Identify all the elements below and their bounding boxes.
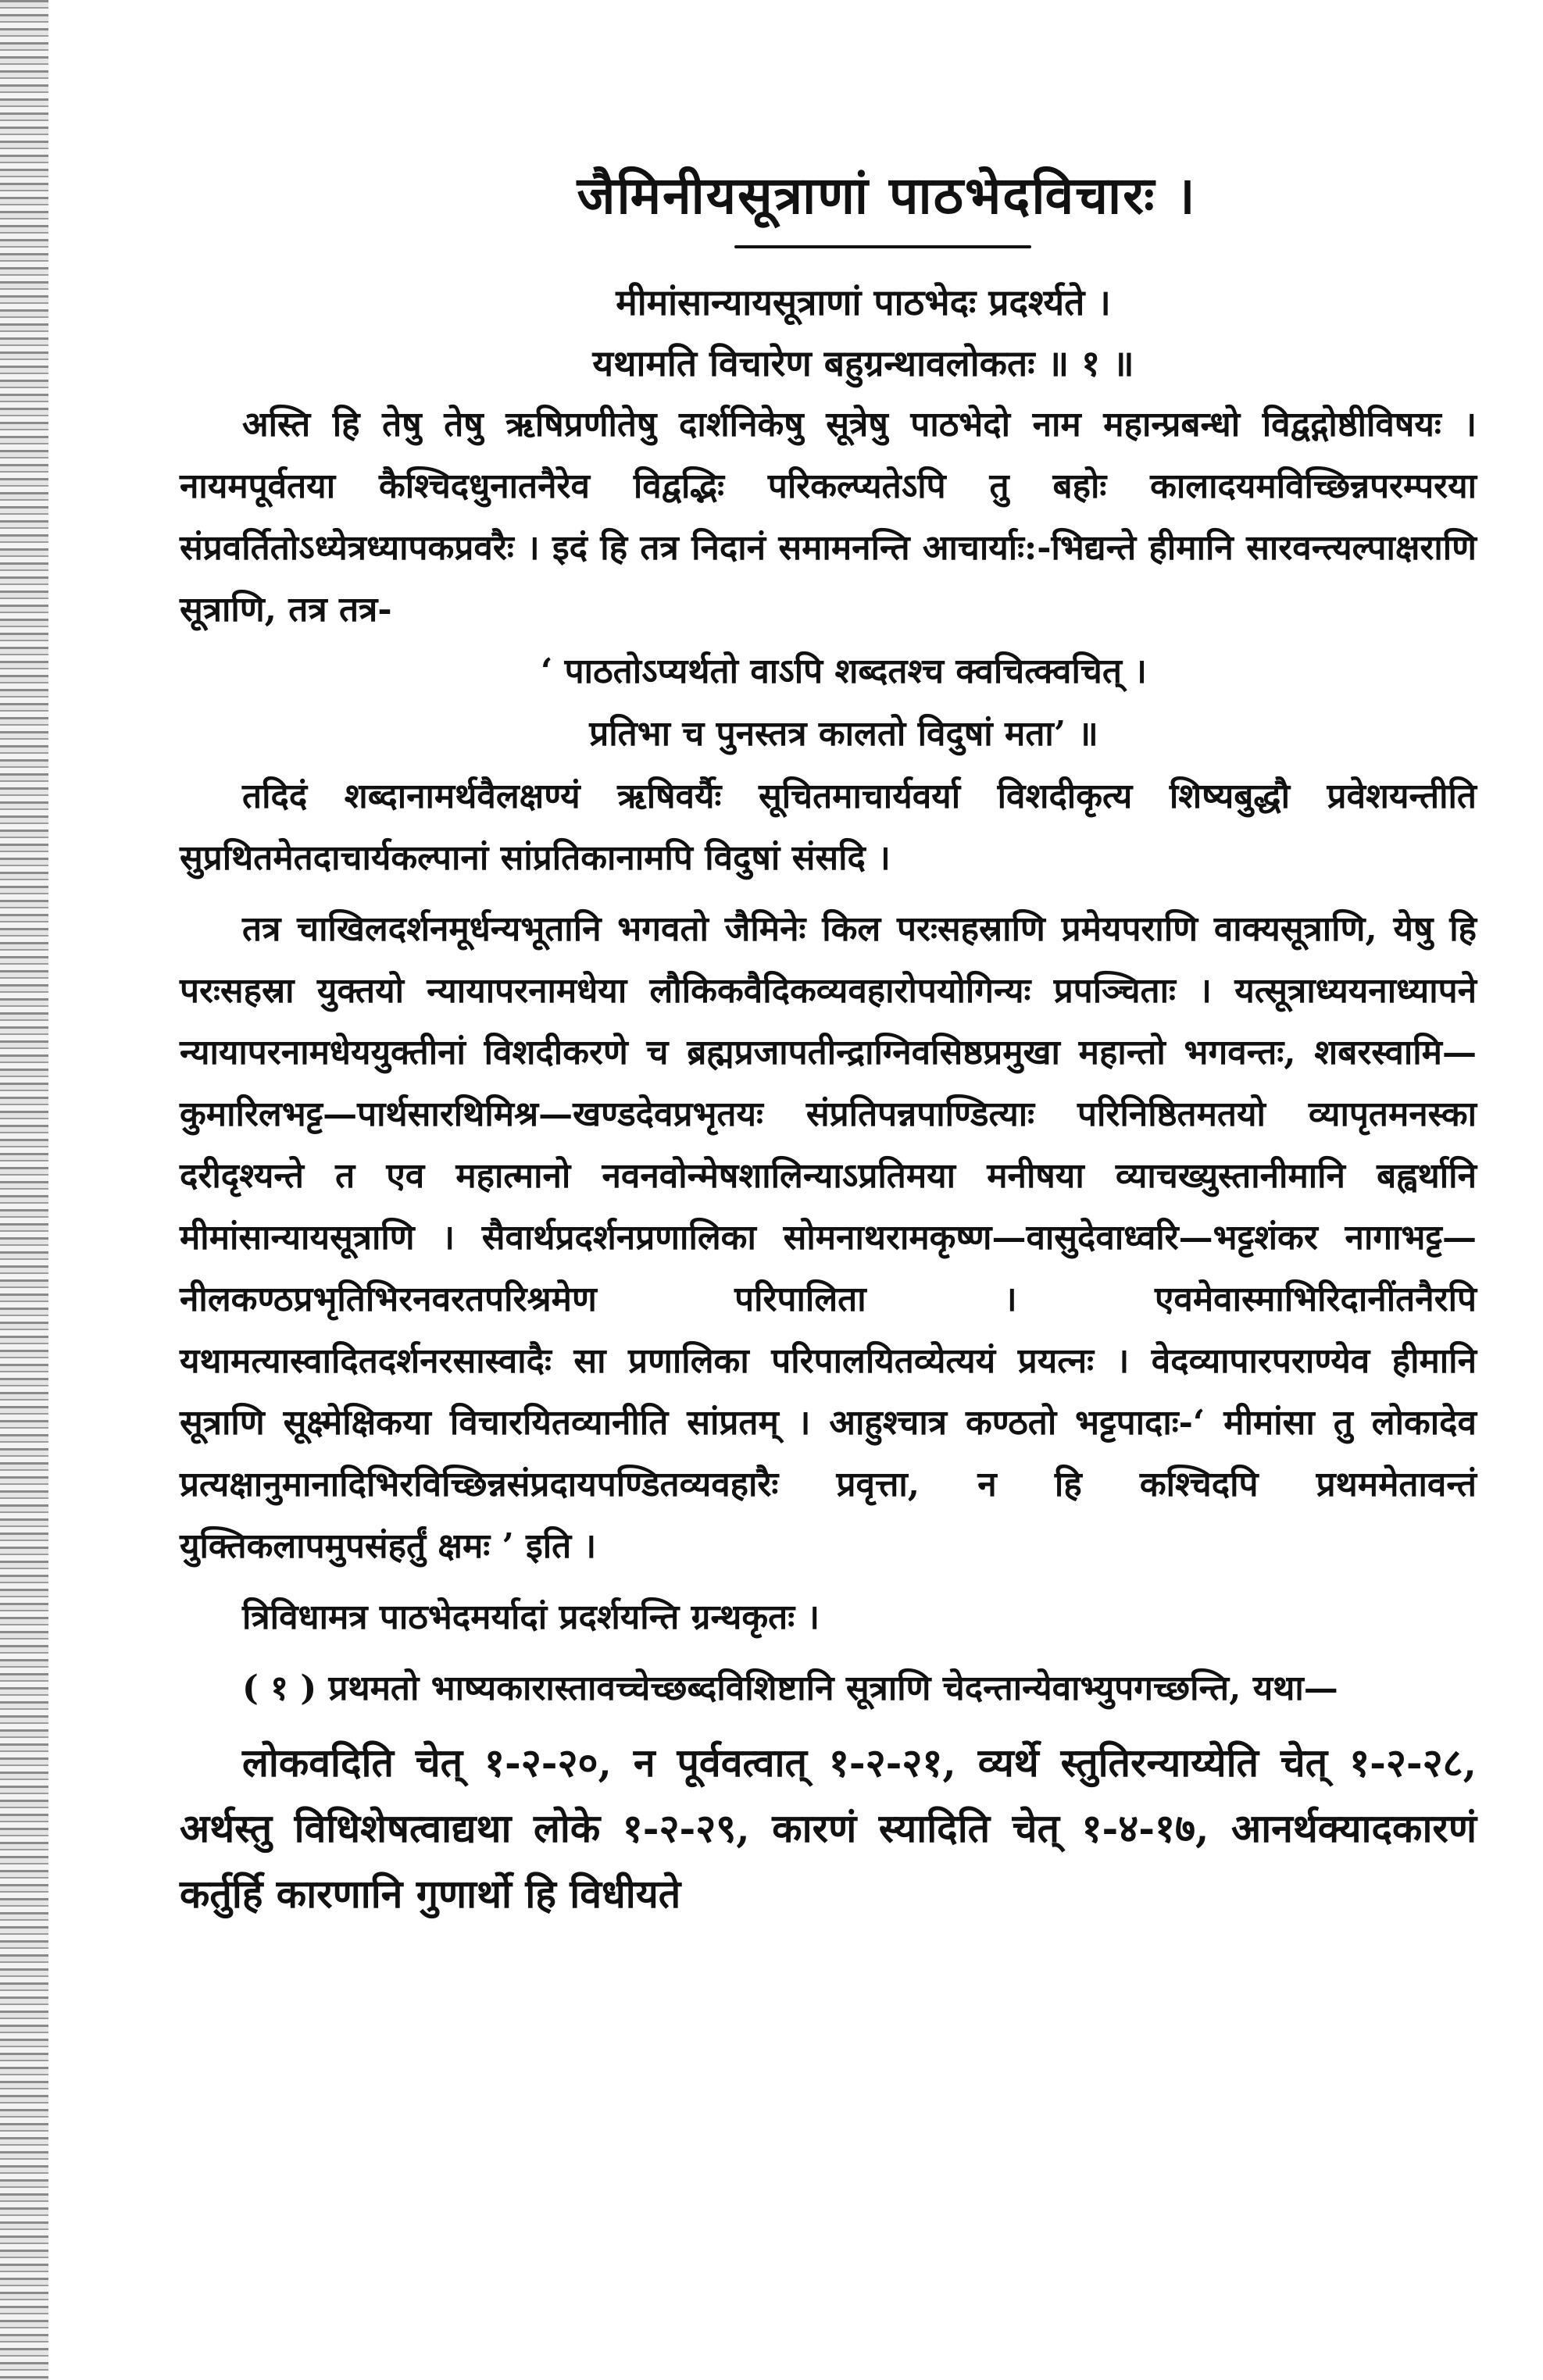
paragraph-6: लोकवदिति चेत् १-२-२०, न पूर्ववत्वात् १-२-२१, व्यर्थे स्तुतिरन्याय्येति चेत् १-२-२८, अर्थस्तु विधिशेषत्वाद्यथा लोके १-२-२९, कारणं स्यादिति चेत् १-४-१७, आनर्थक्याद‌कारणं कर्तुर्हि कारणानि गुणार्थो हि विधीयते: [180, 1740, 1477, 1917]
paragraph-5: ( १ ) प्रथमतो भाष्यकारास्तावच्चेच्छब्दविशिष्टानि सूत्राणि चेदन्तान्येवाभ्युपगच्छन्ति, यथा—: [242, 1668, 1338, 1708]
paragraph-3: तत्र चाखिलदर्शनमूर्धन्यभूतानि भगवतो जैमिनेः किल परःसहस्राणि प्रमेयपराणि वाक्यसूत्राणि, येषु हि परःसहस्रा युक्तयो न्यायापरनामधेया लौकिकवैदिकव्यवहारोपयोगिन्यः प्रपञ्चिताः । यत्सूत्राध्ययनाध्यापने न्यायापरनामधेययुक्तीनां विशदीकरणे च ब्रह्मप्रजापतीन्द्राग्निवसिष्ठप्रमुखा महान्तो भगवन्तः, शबरस्वामि—कुमारिलभट्ट—पार्थसारथिमिश्र—खण्डदेवप्रभृतयः संप्रतिपन्नपाण्डित्याः परिनिष्ठितमतयो व्यापृतमनस्का दरीदृश्यन्ते त एव महात्मानो नवनवोन्मेषशालिन्याऽप्रतिमया मनीषया व्याचख्युस्तानीमानि बह्वर्थानि मीमांसान्यायसूत्राणि । सैवार्थप्रदर्शनप्रणालिका सोमनाथरामकृष्ण—वासुदेवाध्वरि—भट्टशंकर नागाभट्ट—नीलकण्ठप्रभृतिभिरनवरतपरिश्रमेण परिपालिता । एवमेवास्माभिरिदानींतनैरपि यथामत्यास्वादितदर्शनरसास्वादैः सा प्रणालिका परिपालयितव्येत्ययं प्रयत्नः । वेदव्यापारपराण्येव हीमानि सूत्राणि सूक्ष्मेक्षिकया विचारयितव्यानीति सांप्रतम् । आहुश्चात्र कण्ठतो भट्टपादाः-‘ मीमांसा तु लोकादेव प्रत्यक्षानुमानादिभिरविच्छिन्नसंप्रदायपण्डितव्यवहारैः प्रवृत्ता, न हि कश्चिदपि प्रथममेतावन्तं युक्तिकलापमुपसंहर्तुं क्षमः ’ इति ।: [180, 909, 1477, 1566]
paragraph-1: अस्ति हि तेषु तेषु ऋषिप्रणीतेषु दार्शनिकेषु सूत्रेषु पाठभेदो नाम महान्प्रबन्धो विद्वद्गोष्ठीविषयः । नायमपूर्वतया कैश्चिदधुनातनैरेव विद्वद्भिः परिकल्प्यतेऽपि तु बहोः कालादयमविच्छिन्नपरम्परया संप्रवर्तितोऽध्येत्रध्यापकप्रवरैः । इदं हि तत्र निदानं समामनन्ति आचार्याः:-भिद्यन्ते हीमानि सारवन्त्यल्पाक्षराणि सूत्राणि, तत्र तत्र-: [180, 405, 1477, 630]
verse-line-1: मीमांसान्यायसूत्राणां पाठभेदः प्रदर्श्यते ।: [616, 281, 1111, 323]
paragraph-2: तदिदं शब्दानामर्थवैलक्षण्यं ऋषिवर्यैः सूचितमाचार्यवर्या विशदीकृत्य शिष्यबुद्धौ प्रवेशयन्तीति सुप्रथितमेतदाचार्यकल्पानां सांप्रतिकानामपि विदुषां संसदि ।: [180, 776, 1477, 878]
document-page: [180, 133, 1477, 1927]
quote-line-2: प्रतिभा च पुनस्तत्र कालतो विदुषां मता’ ॥: [589, 714, 1098, 754]
title-divider: [734, 245, 1031, 248]
page-title: जैमिनीयसूत्राणां पाठभेदविचारः ।: [577, 165, 1197, 226]
verse-line-2: यथामति विचारेण बहुग्रन्थावलोकतः ॥ १ ॥: [592, 342, 1134, 384]
quote-line-1: ‘ पाठतोऽप्यर्थतो वाऽपि शब्दतश्च क्वचित्क्वचित् ।: [541, 651, 1147, 691]
book-binding-edge: [0, 0, 48, 2380]
paragraph-4: त्रिविधामत्र पाठभेदमर्यादां प्रदर्शयन्ति ग्रन्थकृतः ।: [242, 1597, 820, 1637]
